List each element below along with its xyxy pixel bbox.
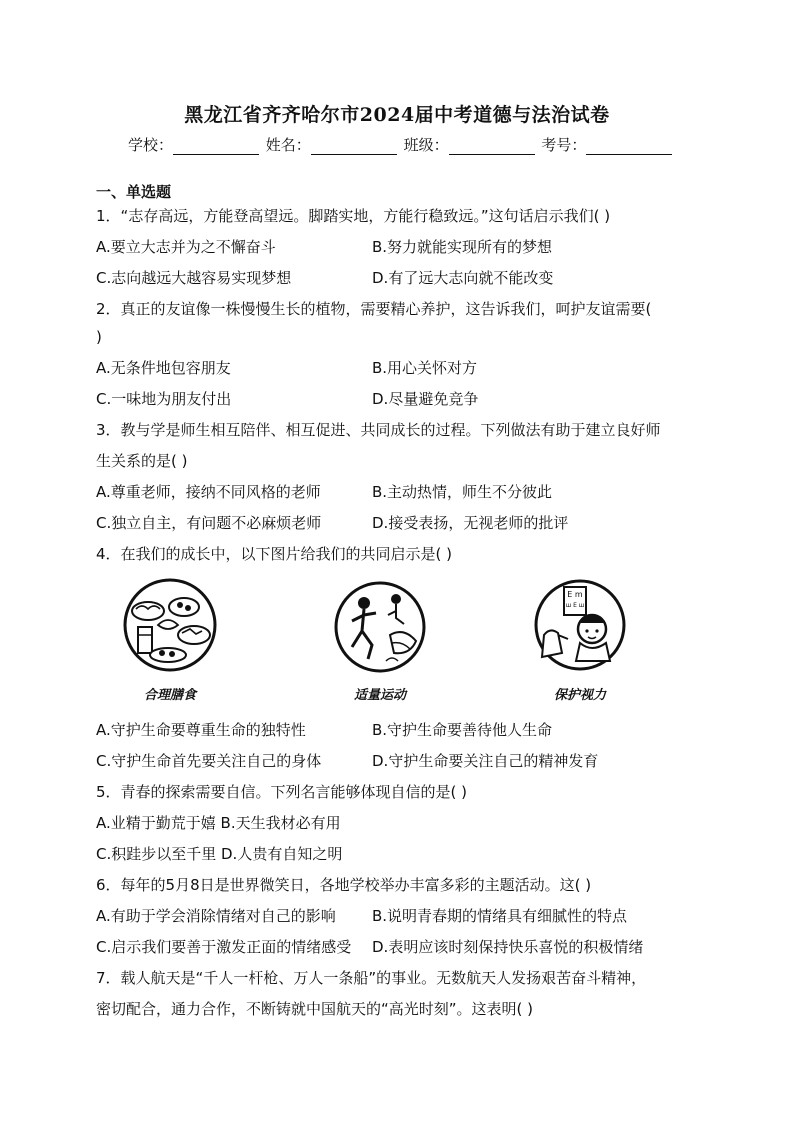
question-3-option-c[interactable]: C.独立自主，有问题不必麻烦老师	[96, 514, 322, 532]
name-label: 姓名：	[265, 136, 311, 154]
question-2-option-c[interactable]: C.一味地为朋友付出	[96, 390, 232, 408]
section-title: 一、单选题	[96, 183, 172, 201]
question-6-option-a[interactable]: A.有助于学会消除情绪对自己的影响	[96, 907, 336, 925]
question-4-option-a[interactable]: A.守护生命要尊重生命的独特性	[96, 721, 306, 739]
healthy-diet-illustration	[110, 577, 230, 681]
name-blank[interactable]	[311, 138, 397, 155]
protect-eyesight-caption: 保护视力	[553, 688, 606, 703]
question-2-option-b[interactable]: B.用心关怀对方	[372, 359, 478, 377]
question-1-option-a[interactable]: A.要立大志并为之不懈奋斗	[96, 238, 276, 256]
question-6-option-b[interactable]: B.说明青春期的情绪具有细腻性的特点	[372, 907, 628, 925]
student-info-row	[128, 134, 674, 155]
question-3-stem-line1: 3．教与学是师生相互陪伴、相互促进、共同成长的过程。下列做法有助于建立良好师	[96, 421, 661, 439]
protect-eyesight-illustration	[520, 577, 640, 681]
number-blank[interactable]	[586, 138, 672, 155]
question-2-option-a[interactable]: A.无条件地包容朋友	[96, 359, 231, 377]
question-6-option-d[interactable]: D.表明应该时刻保持快乐喜悦的积极情绪	[372, 938, 644, 956]
question-7-stem-line2: 密切配合，通力合作，不断铸就中国航天的“高光时刻”。这表明( )	[96, 1000, 534, 1018]
protect-eyesight-picture	[520, 577, 640, 707]
question-6-option-c[interactable]: C.启示我们要善于激发正面的情绪感受	[96, 938, 352, 956]
question-3-option-a[interactable]: A.尊重老师，接纳不同风格的老师	[96, 483, 321, 501]
school-blank[interactable]	[173, 138, 259, 155]
question-1-stem: 1．“志存高远，方能登高望远。脚踏实地，方能行稳致远。”这句话启示我们( )	[96, 207, 611, 225]
school-label: 学校：	[128, 136, 174, 154]
question-4-pictures	[100, 577, 660, 707]
moderate-exercise-illustration	[320, 577, 440, 681]
question-2-stem-line2: )	[96, 328, 102, 346]
question-4-option-d[interactable]: D.守护生命要关注自己的精神发育	[372, 752, 599, 770]
question-2-stem-line1: 2．真正的友谊像一株慢慢生长的植物，需要精心养护，这告诉我们，呵护友谊需要(	[96, 300, 652, 318]
question-1-option-c[interactable]: C.志向越远大越容易实现梦想	[96, 269, 292, 287]
question-2-option-d[interactable]: D.尽量避免竞争	[372, 390, 479, 408]
question-4-stem: 4．在我们的成长中，以下图片给我们的共同启示是( )	[96, 545, 453, 563]
healthy-diet-caption: 合理膳食	[143, 688, 196, 703]
moderate-exercise-caption: 适量运动	[353, 688, 406, 703]
healthy-diet-picture	[110, 577, 230, 707]
question-5-options-cd[interactable]: C.积跬步以至千里 D.人贵有自知之明	[96, 845, 343, 863]
question-1-option-b[interactable]: B.努力就能实现所有的梦想	[372, 238, 553, 256]
question-3-option-d[interactable]: D.接受表扬，无视老师的批评	[372, 514, 569, 532]
number-label: 考号：	[541, 136, 587, 154]
question-3-stem-line2: 生关系的是( )	[96, 452, 188, 470]
question-5-options-ab[interactable]: A.业精于勤荒于嬉 B.天生我材必有用	[96, 814, 341, 832]
question-1-option-d[interactable]: D.有了远大志向就不能改变	[372, 269, 554, 287]
question-5-stem: 5．青春的探索需要自信。下列名言能够体现自信的是( )	[96, 783, 468, 801]
question-7-stem-line1: 7．载人航天是“千人一杆枪、万人一条船”的事业。无数航天人发扬艰苦奋斗精神，	[96, 969, 647, 987]
question-4-option-c[interactable]: C.守护生命首先要关注自己的身体	[96, 752, 322, 770]
class-label: 班级：	[403, 136, 449, 154]
svg-text:E m: E m	[567, 590, 583, 599]
page-title: 黑龙江省齐齐哈尔市2024届中考道德与法治试卷	[184, 104, 610, 126]
question-4-option-b[interactable]: B.守护生命要善待他人生命	[372, 721, 553, 739]
question-3-option-b[interactable]: B.主动热情，师生不分彼此	[372, 483, 553, 501]
question-6-stem: 6．每年的5月8日是世界微笑日，各地学校举办丰富多彩的主题活动。这( )	[96, 876, 592, 894]
moderate-exercise-picture	[320, 577, 440, 707]
class-blank[interactable]	[449, 138, 535, 155]
svg-text:ш E ш: ш E ш	[565, 602, 585, 609]
